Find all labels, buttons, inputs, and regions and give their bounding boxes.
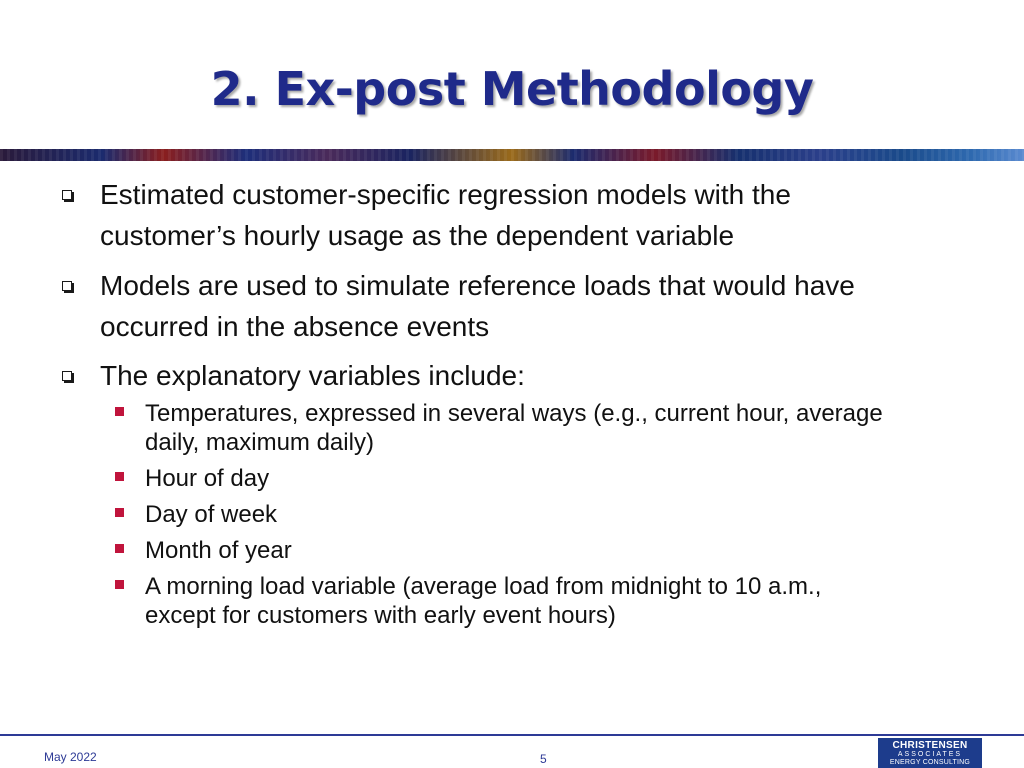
- company-logo: [878, 738, 982, 768]
- sub-bullet-line: Hour of day: [145, 465, 270, 492]
- slide-title: 2. Ex-post Methodology: [210, 62, 814, 116]
- sub-bullet-line: Month of year: [145, 537, 292, 564]
- sub-bullet-line: Temperatures, expressed in several ways (e.g., current hour, average: [145, 400, 883, 427]
- filled-square-bullet-icon: [115, 407, 124, 416]
- decorative-banner: [0, 149, 1024, 161]
- filled-square-bullet-icon: [115, 580, 124, 589]
- sub-bullet-line: Day of week: [145, 501, 278, 528]
- bullet-line: The explanatory variables include:: [100, 360, 525, 391]
- bullet-line: occurred in the absence events: [100, 311, 490, 342]
- sub-bullet-item: [145, 536, 965, 565]
- sub-bullet-item: [145, 464, 965, 493]
- footer-date: May 2022: [44, 750, 97, 764]
- bullet-item: [100, 355, 970, 396]
- logo-text-line3: ENERGY CONSULTING: [889, 759, 971, 766]
- footer-divider: [0, 734, 1024, 736]
- filled-square-bullet-icon: [115, 472, 124, 481]
- sub-bullet-line: daily, maximum daily): [145, 429, 374, 456]
- sub-bullet-item: [145, 500, 965, 529]
- page-number: 5: [540, 752, 547, 766]
- bullet-item: [100, 265, 970, 347]
- logo-text-line2: ASSOCIATES: [897, 751, 963, 758]
- filled-square-bullet-icon: [115, 508, 124, 517]
- hollow-square-bullet-icon: [62, 371, 72, 381]
- hollow-square-bullet-icon: [62, 281, 72, 291]
- bullet-line: Estimated customer-specific regression models with the: [100, 179, 791, 210]
- filled-square-bullet-icon: [115, 544, 124, 553]
- sub-bullet-line: except for customers with early event hours): [145, 602, 616, 629]
- bullet-item: [100, 174, 970, 256]
- bullet-line: Models are used to simulate reference loads that would have: [100, 270, 855, 301]
- sub-bullet-item: [145, 399, 965, 457]
- logo-text-line1: CHRISTENSEN: [892, 740, 968, 751]
- hollow-square-bullet-icon: [62, 190, 72, 200]
- sub-bullet-item: [145, 572, 965, 630]
- bullet-line: customer’s hourly usage as the dependent variable: [100, 220, 735, 251]
- sub-bullet-line: A morning load variable (average load from midnight to 10 a.m.,: [145, 573, 822, 600]
